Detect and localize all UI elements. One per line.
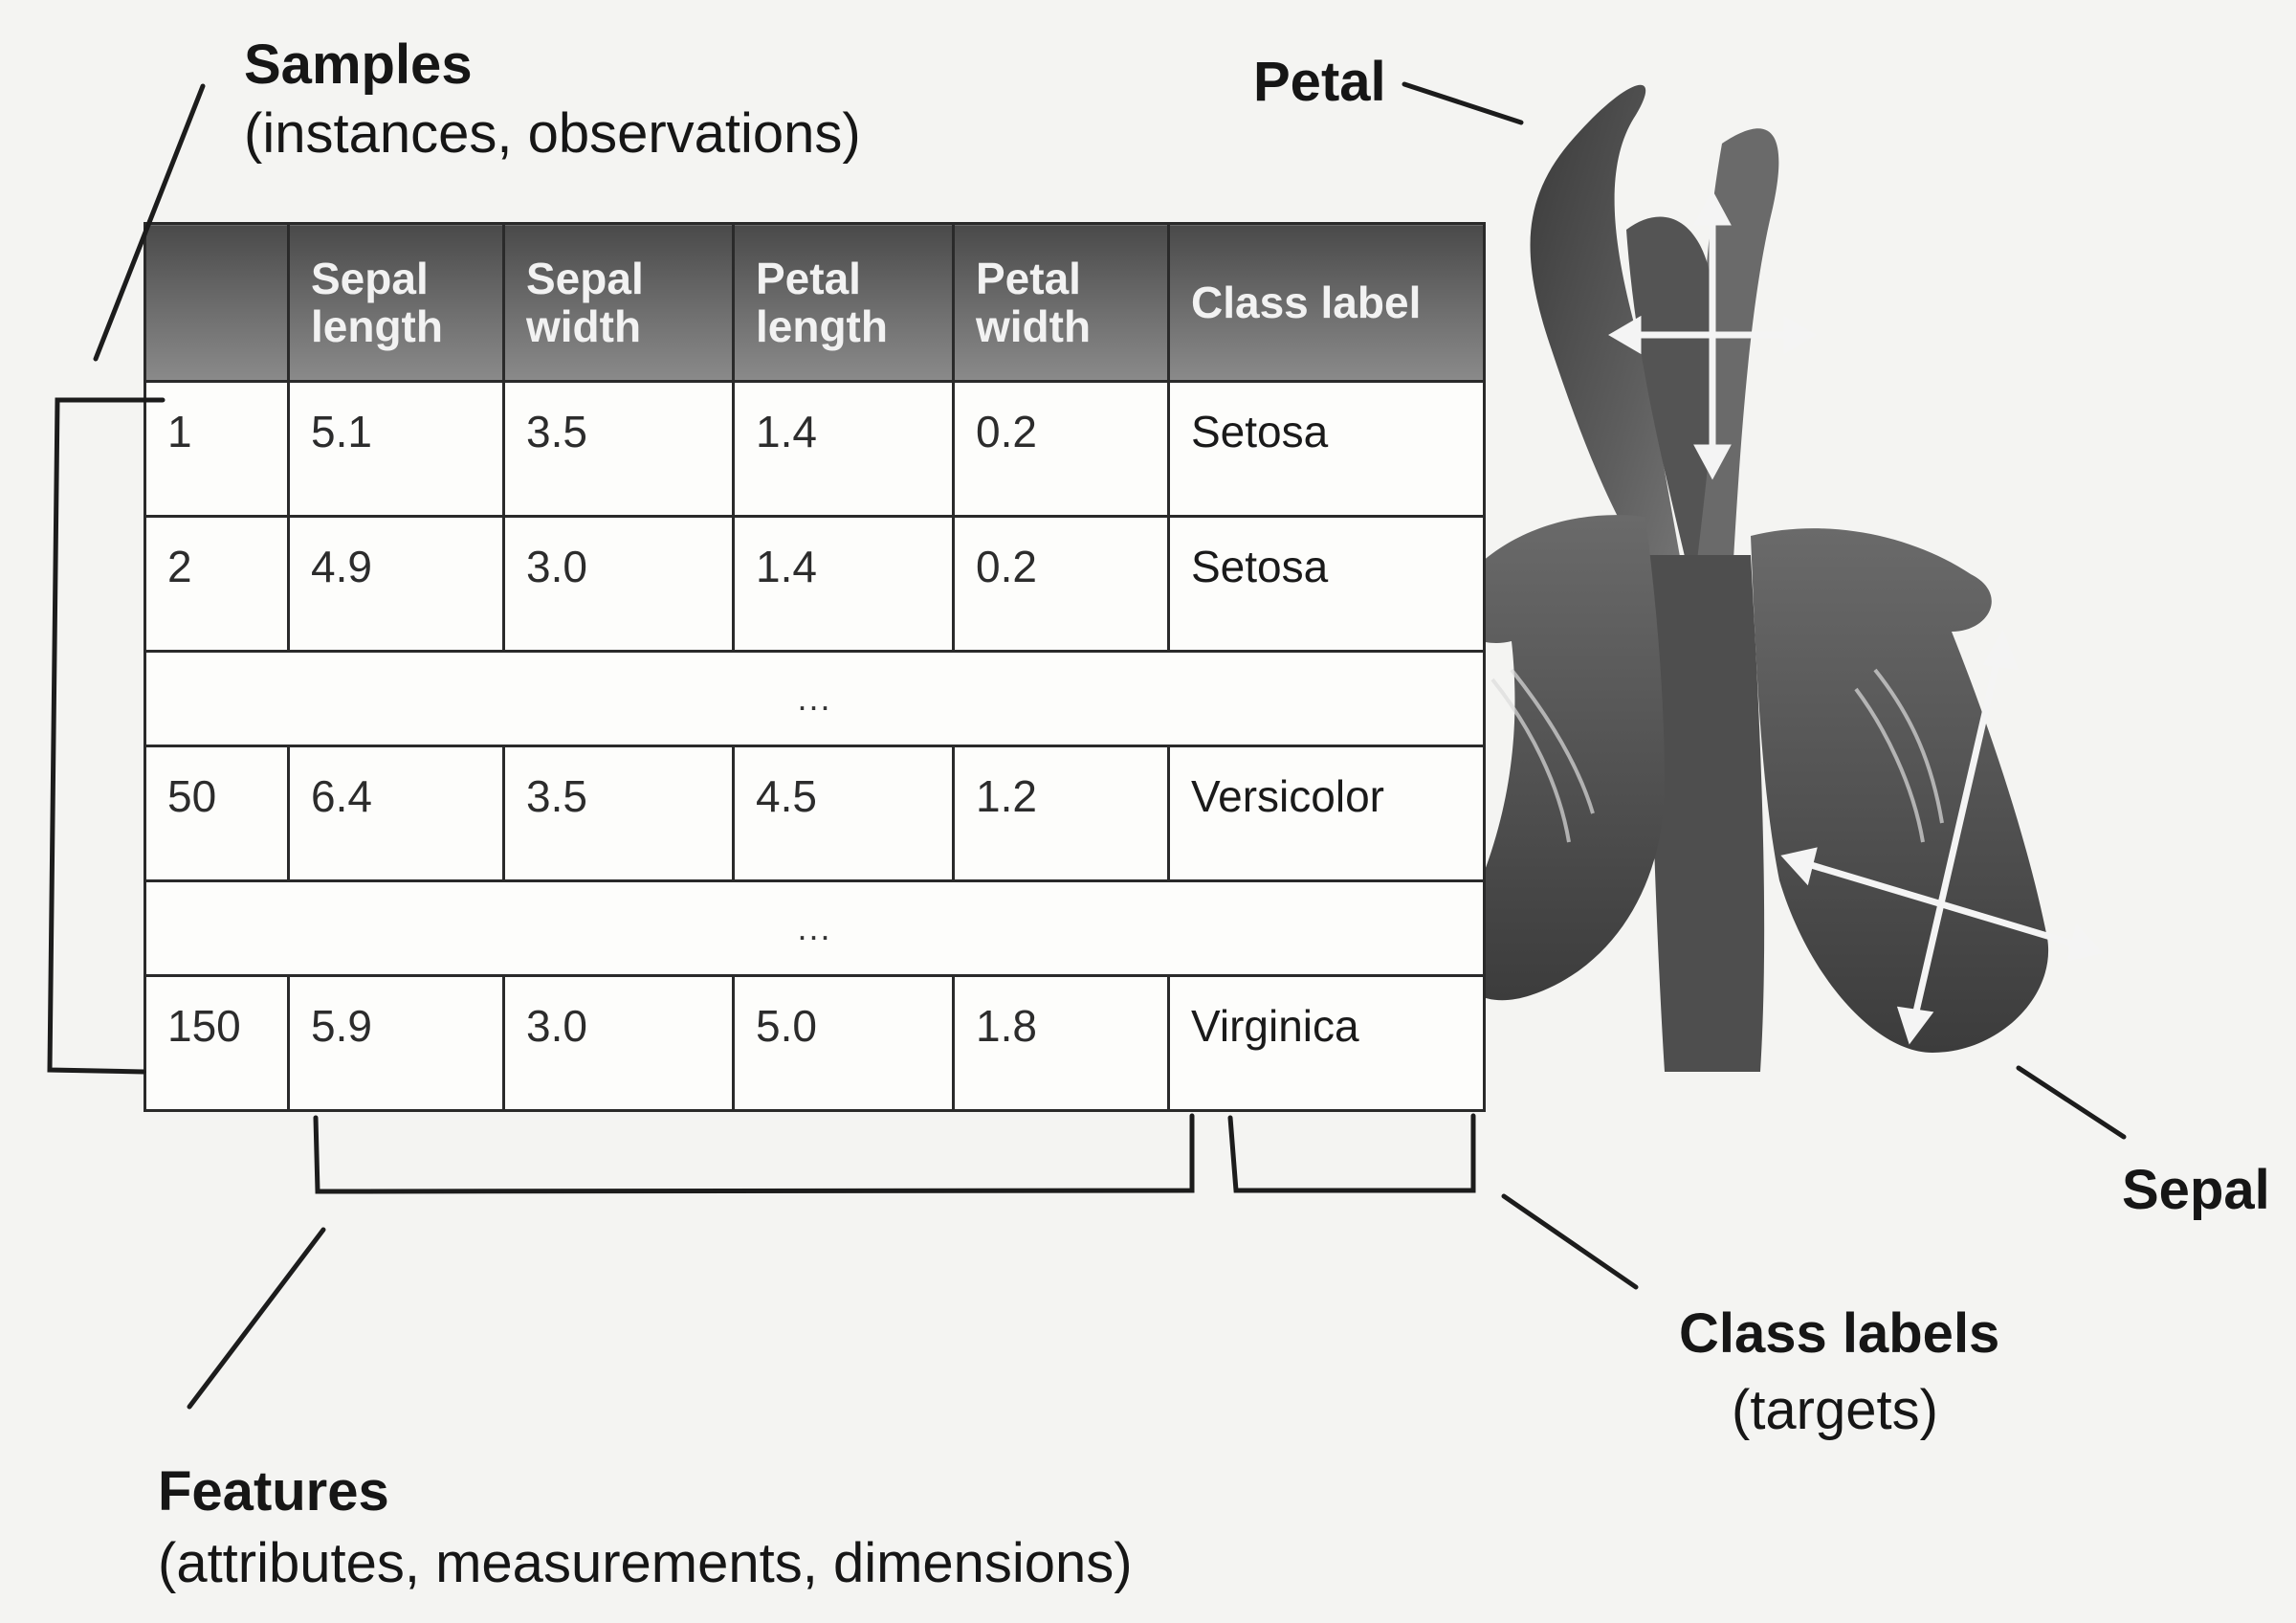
features-leader-line: [189, 1230, 323, 1407]
ellipsis-cell: ...: [145, 652, 1485, 746]
table-row: [145, 976, 1485, 1111]
table-row: [145, 517, 1485, 652]
table-row: [145, 746, 1485, 881]
table-cell: 1.8: [954, 976, 1169, 1111]
table-cell: 3.5: [504, 382, 734, 517]
iris-data-table-container: [144, 222, 1483, 1112]
table-cell: 5.9: [289, 976, 504, 1111]
table-cell: 0.2: [954, 517, 1169, 652]
header-cell-sepal-length: Sepal length: [289, 224, 504, 382]
class-labels-leader-line: [1504, 1196, 1636, 1287]
petal-label: Petal: [1253, 51, 1386, 113]
ellipsis-cell: ...: [145, 881, 1485, 976]
table-cell: 1.4: [734, 517, 954, 652]
table-header-row: [145, 224, 1485, 382]
samples-title: Samples: [244, 33, 473, 96]
class-labels-subtitle: (targets): [1732, 1379, 1938, 1441]
header-cell-class-label: Class label: [1169, 224, 1485, 382]
table-cell: 6.4: [289, 746, 504, 881]
table-cell: 1: [145, 382, 289, 517]
features-title: Features: [158, 1460, 389, 1523]
sepal-label: Sepal: [2122, 1159, 2270, 1221]
table-cell: 4.9: [289, 517, 504, 652]
iris-data-table: [144, 222, 1486, 1112]
class-labels-bracket: [1230, 1116, 1473, 1190]
header-cell-sepal-width: Sepal width: [504, 224, 734, 382]
iris-flower-illustration: [1378, 57, 2124, 1110]
flower-base: [1645, 555, 1764, 1072]
table-cell: 0.2: [954, 382, 1169, 517]
table-cell: 3.0: [504, 517, 734, 652]
table-cell-class: Virginica: [1169, 976, 1485, 1111]
table-cell: 1.2: [954, 746, 1169, 881]
table-ellipsis-row: [145, 652, 1485, 746]
table-cell: 2: [145, 517, 289, 652]
features-subtitle: (attributes, measurements, dimensions): [158, 1532, 1133, 1594]
table-cell: 3.0: [504, 976, 734, 1111]
table-cell-class: Setosa: [1169, 382, 1485, 517]
table-cell: 3.5: [504, 746, 734, 881]
class-labels-title: Class labels: [1679, 1302, 2000, 1365]
features-bracket: [316, 1116, 1192, 1191]
table-cell: 4.5: [734, 746, 954, 881]
sepal-right: [1751, 528, 2048, 1053]
table-cell: 5.1: [289, 382, 504, 517]
table-cell: 5.0: [734, 976, 954, 1111]
header-cell-petal-width: Petal width: [954, 224, 1169, 382]
header-cell-petal-length: Petal length: [734, 224, 954, 382]
table-cell: 150: [145, 976, 289, 1111]
table-cell-class: Setosa: [1169, 517, 1485, 652]
table-cell-class: Versicolor: [1169, 746, 1485, 881]
table-ellipsis-row: [145, 881, 1485, 976]
table-cell: 50: [145, 746, 289, 881]
samples-subtitle: (instances, observations): [244, 102, 861, 165]
table-row: [145, 382, 1485, 517]
table-cell: 1.4: [734, 382, 954, 517]
header-cell-index: [145, 224, 289, 382]
